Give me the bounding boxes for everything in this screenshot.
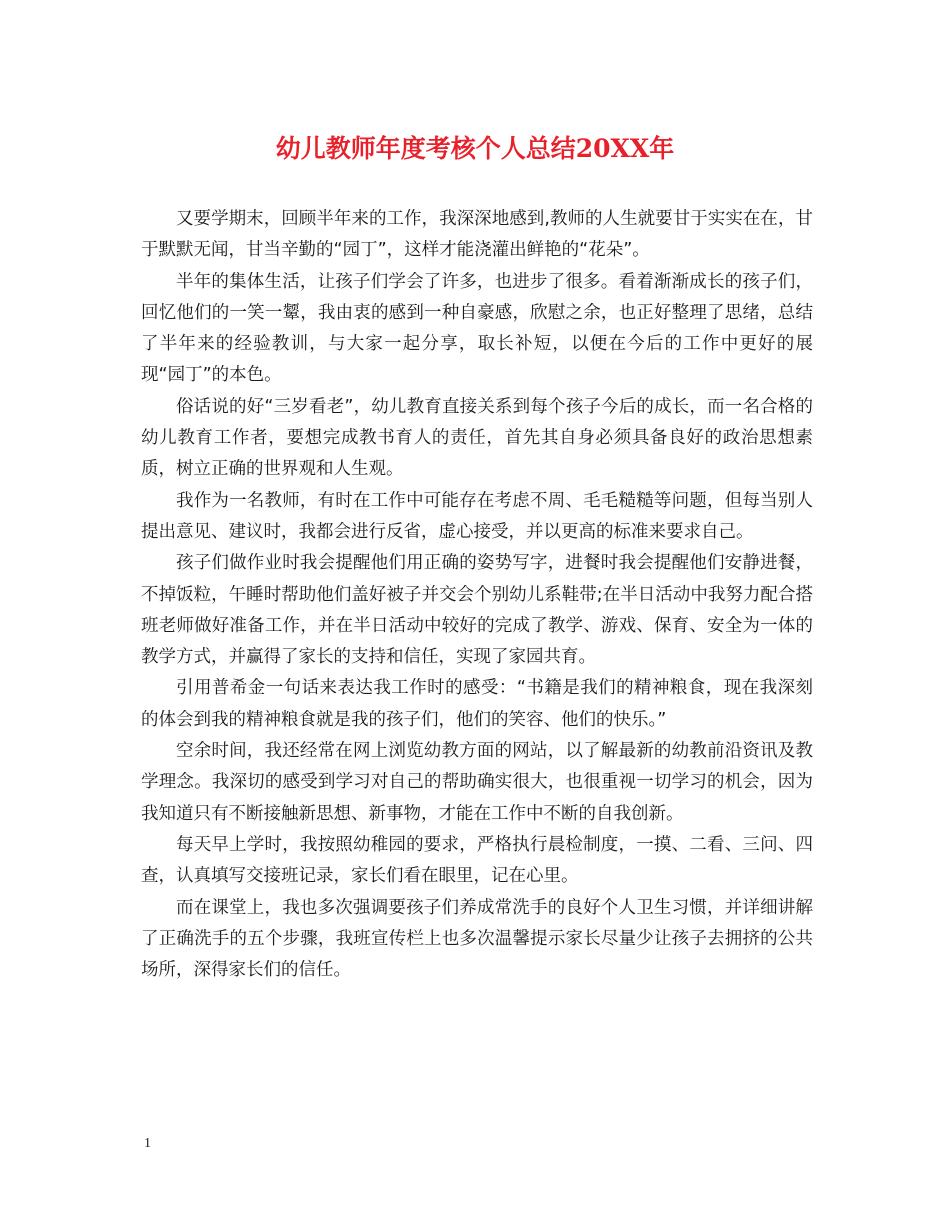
paragraph-2: 半年的集体生活，让孩子们学会了许多，也进步了很多。看着渐渐成长的孩子们，回忆他们的一笑一颦，我由衷的感到一种自豪感，欣慰之余，也正好整理了思绪，总结了半年来的经验教训，与大家一起分享，取长补短，以便在今后的工作中更好的展现“园丁”的本色。 <box>141 271 813 386</box>
paragraph-9: 而在课堂上，我也多次强调要孩子们养成常洗手的良好个人卫生习惯，并详细讲解了正确洗手的五个步骤，我班宣传栏上也多次温馨提示家长尽量少让孩子去拥挤的公共场所，深得家长们的信任。 <box>141 897 813 981</box>
paragraph-8: 每天早上学时，我按照幼稚园的要求，严格执行晨检制度，一摸、二看、三问、四查，认真填写交接班记录，家长们看在眼里，记在心里。 <box>141 834 813 887</box>
document-title: 幼儿教师年度考核个人总结20XX年 <box>275 134 675 163</box>
paragraph-4: 我作为一名教师，有时在工作中可能存在考虑不周、毛毛糙糙等问题，但每当别人提出意见、建议时，我都会进行反省，虚心接受，并以更高的标准来要求自己。 <box>141 490 813 542</box>
paragraph-5: 孩子们做作业时我会提醒他们用正确的姿势写字，进餐时我会提醒他们安静进餐，不掉饭粒，午睡时帮助他们盖好被子并交会个别幼儿系鞋带;在半日活动中我努力配合搭班老师做好准备工作，并在半日活动中较好的完成了教学、游戏、保育、安全为一体的教学方式，并赢得了家长的支持和信任，实现了家园共育。 <box>141 553 813 668</box>
page-number: 1 <box>144 1136 151 1151</box>
document-body <box>141 204 813 986</box>
paragraph-7: 空余时间，我还经常在网上浏览幼教方面的网站，以了解最新的幼教前沿资讯及教学理念。我深切的感受到学习对自己的帮助确实很大，也很重视一切学习的机会，因为我知道只有不断接触新思想、新事物，才能在工作中不断的自我创新。 <box>141 741 813 824</box>
paragraph-6: 引用普希金一句话来表达我工作时的感受：“书籍是我们的精神粮食，现在我深刻的体会到我的精神粮食就是我的孩子们，他们的笑容、他们的快乐。” <box>141 678 813 730</box>
paragraph-3: 俗话说的好“三岁看老”，幼儿教育直接关系到每个孩子今后的成长，而一名合格的幼儿教育工作者，要想完成教书育人的责任，首先其自身必须具备良好的政治思想素质，树立正确的世界观和人生观。 <box>141 396 813 480</box>
paragraph-1: 又要学期末，回顾半年来的工作，我深深地感到,教师的人生就要甘于实实在在，甘于默默无闻，甘当辛勤的“园丁”，这样才能浇灌出鲜艳的“花朵”。 <box>141 209 813 261</box>
